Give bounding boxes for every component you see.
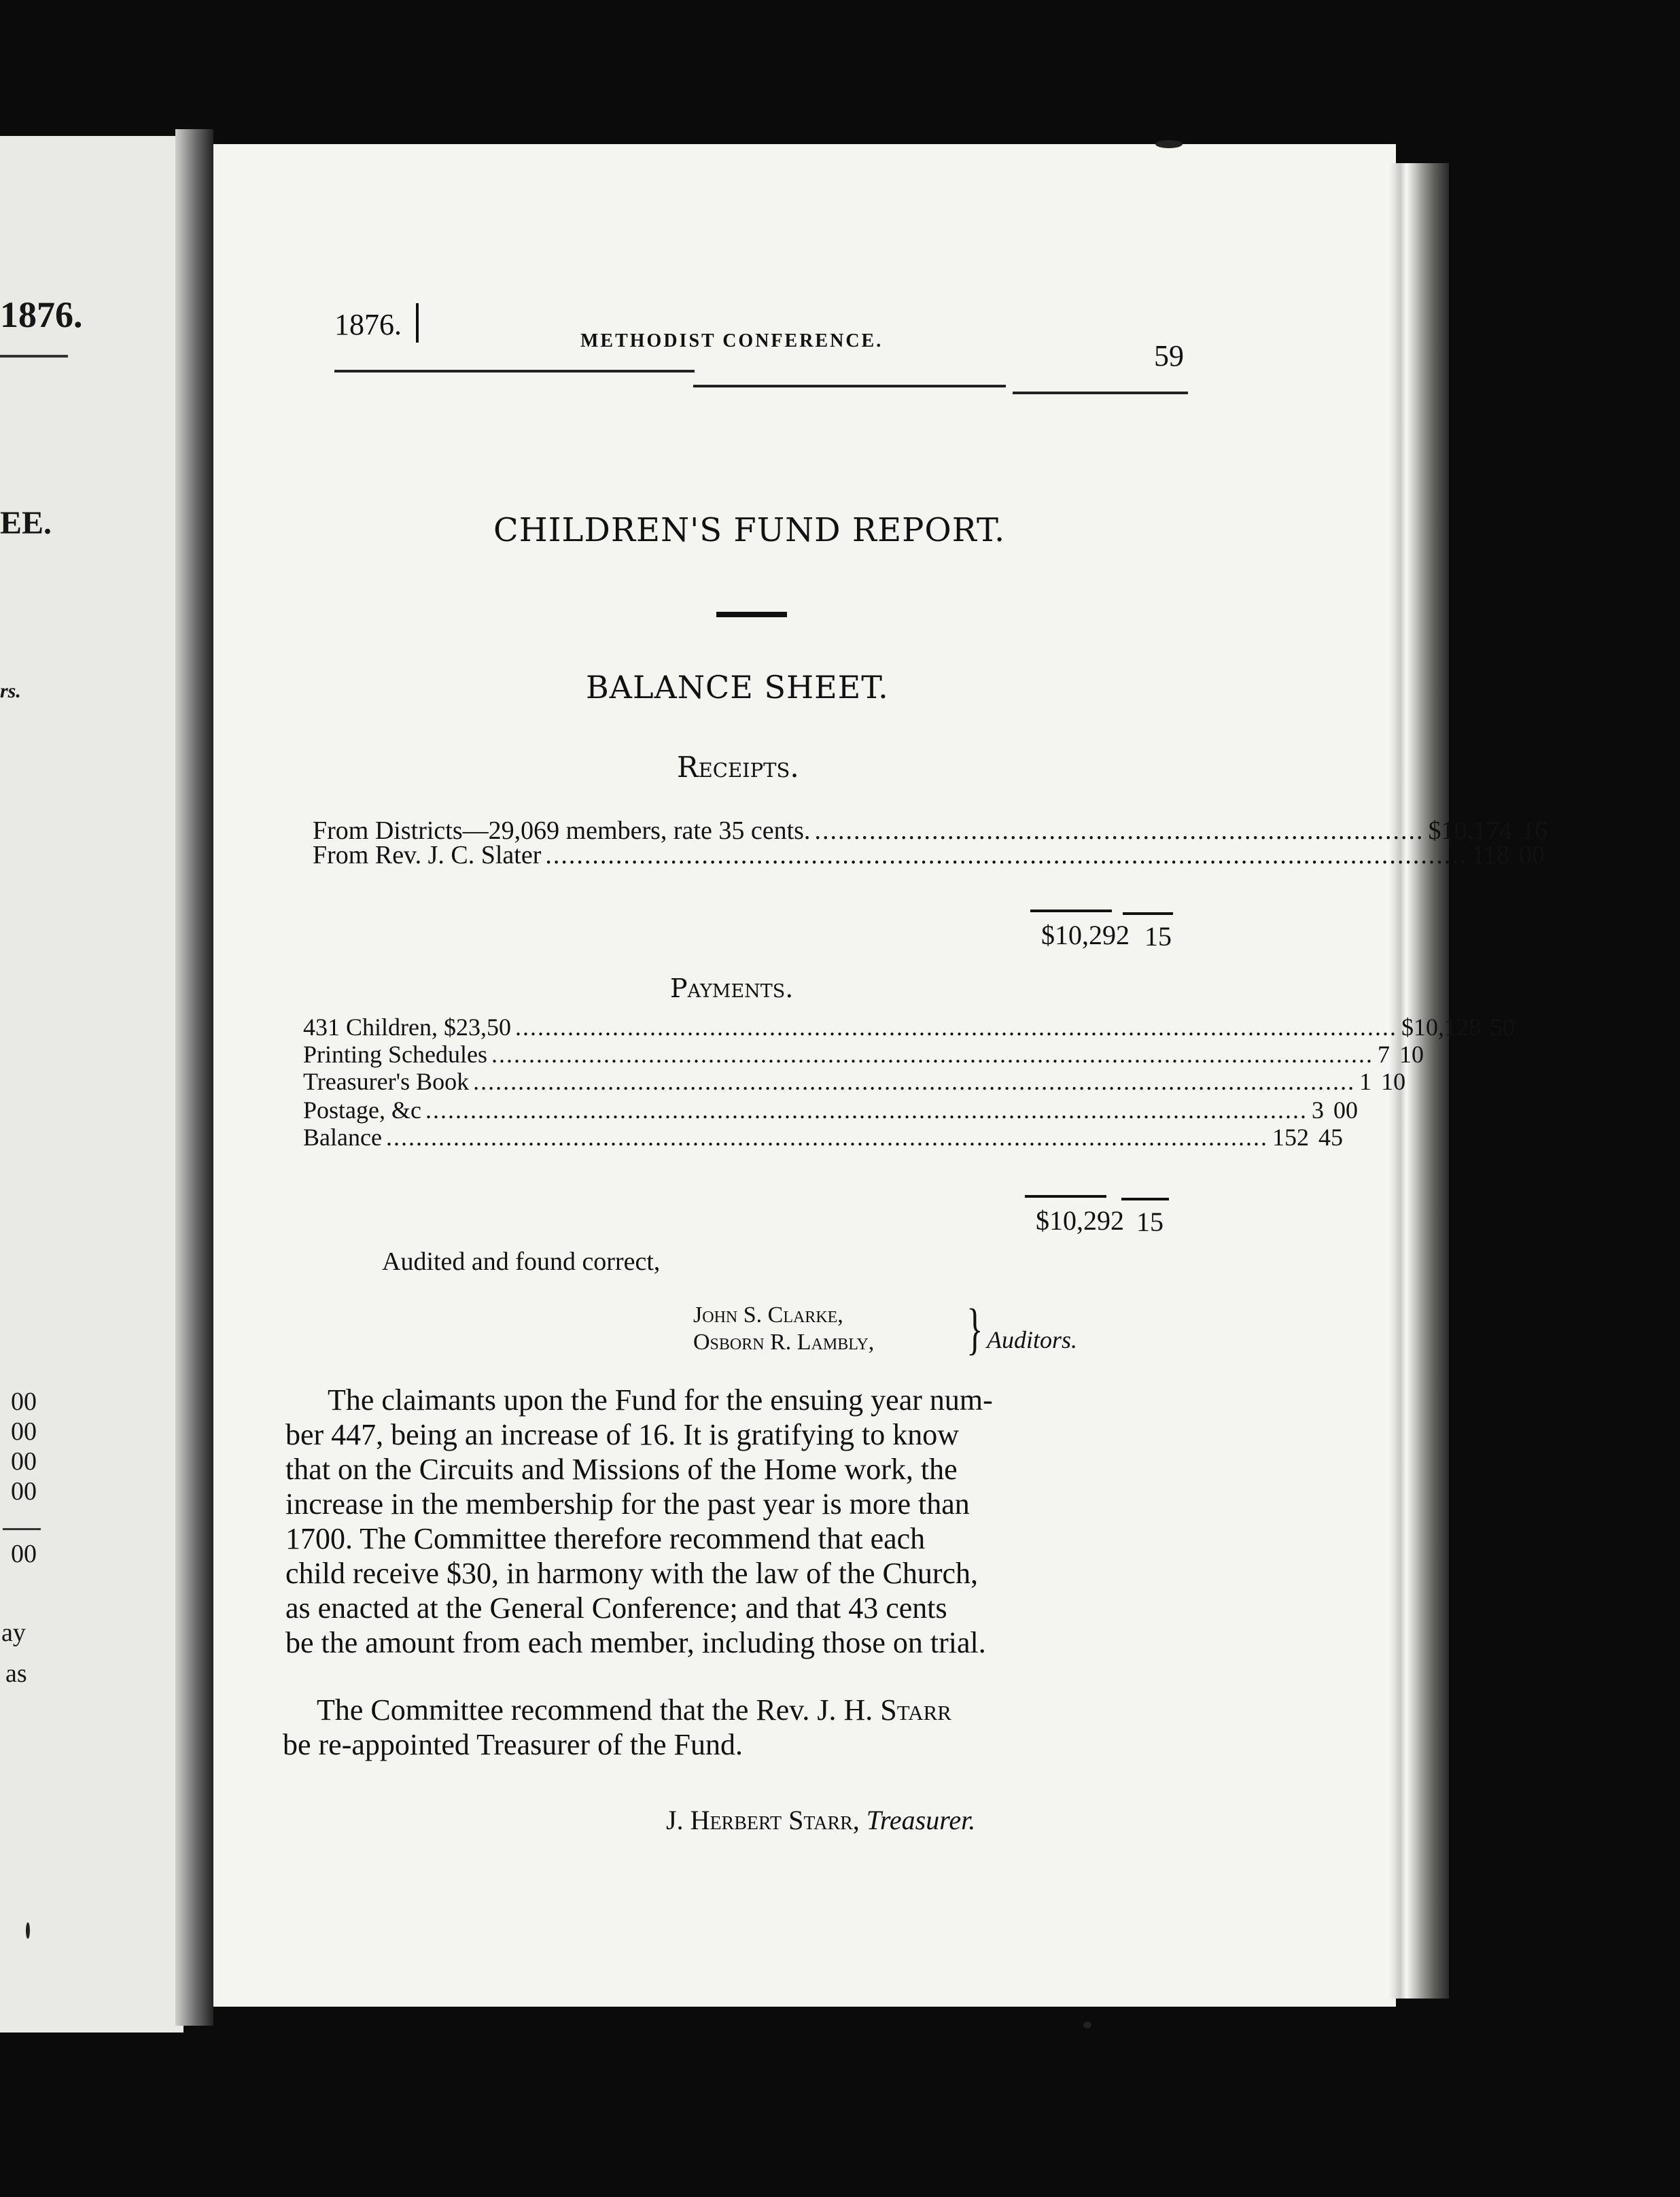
header-rule bbox=[1013, 392, 1188, 394]
left-page-total: 00 bbox=[11, 1540, 37, 1568]
dot-leader: ...................................................................................................................... bbox=[514, 1014, 1397, 1041]
sum-rule bbox=[1123, 912, 1173, 915]
payment-line bbox=[303, 1123, 1343, 1152]
auditor-name: Osborn R. Lambly, bbox=[693, 1330, 875, 1355]
payment-cents: 50 bbox=[1490, 1014, 1515, 1041]
header-rule bbox=[334, 370, 695, 373]
payment-cents: 10 bbox=[1381, 1068, 1406, 1095]
receipt-dollars: 118 bbox=[1471, 841, 1509, 869]
left-page-year: 1876. bbox=[0, 294, 83, 335]
treasurer-surname: Starr bbox=[880, 1693, 951, 1727]
payments-total-dollars: $10,292 bbox=[1036, 1205, 1124, 1236]
left-amount: 00 bbox=[11, 1387, 37, 1416]
payment-line bbox=[303, 1013, 1515, 1041]
header-rule bbox=[693, 385, 1006, 387]
treasurer-paragraph bbox=[283, 1693, 1162, 1762]
payments-heading: Payments. bbox=[670, 973, 794, 1003]
scan-speck bbox=[26, 1922, 30, 1939]
paragraph-line: The claimants upon the Fund for the ensuing year num- bbox=[328, 1383, 993, 1417]
brace-glyph: } bbox=[966, 1298, 983, 1361]
dot-leader: .............................................................................. bbox=[814, 816, 1424, 845]
left-amount: 00 bbox=[11, 1417, 37, 1446]
paragraph-line: as enacted at the General Conference; and that 43 cents bbox=[285, 1591, 947, 1625]
receipt-cents: 00 bbox=[1518, 841, 1545, 869]
receipt-description: From Districts—29,069 members, rate 35 cents. bbox=[313, 816, 811, 845]
dot-leader: ...................................................................................................................... bbox=[385, 1124, 1268, 1151]
payment-dollars: 3 bbox=[1311, 1096, 1324, 1124]
payment-line bbox=[303, 1040, 1424, 1069]
paragraph-line: increase in the membership for the past year is more than bbox=[285, 1487, 970, 1521]
sum-rule bbox=[1030, 910, 1112, 912]
running-header-title: METHODIST CONFERENCE. bbox=[580, 330, 883, 351]
dot-leader: ...................................................................................................................... bbox=[491, 1041, 1373, 1068]
payment-cents: 00 bbox=[1333, 1096, 1358, 1124]
receipt-dollars: $10,174 bbox=[1428, 816, 1512, 845]
payment-cents: 10 bbox=[1399, 1041, 1424, 1068]
payment-dollars: 1 bbox=[1359, 1068, 1372, 1095]
dot-leader: ...................................................................................................................... bbox=[545, 841, 1468, 869]
auditor-name: John S. Clarke, bbox=[693, 1302, 843, 1328]
book-gutter bbox=[175, 129, 213, 2026]
scan-speck bbox=[1083, 2022, 1091, 2028]
left-page-rule bbox=[0, 355, 68, 358]
receipt-description: From Rev. J. C. Slater bbox=[313, 841, 542, 869]
payment-line bbox=[303, 1096, 1358, 1124]
paragraph-line: 1700. The Committee therefore recommend that each bbox=[285, 1522, 926, 1555]
sum-rule bbox=[1121, 1198, 1169, 1200]
receipt-cents: 16 bbox=[1521, 816, 1547, 845]
signature-name: J. Herbert Starr, bbox=[666, 1805, 860, 1835]
payment-description: Treasurer's Book bbox=[303, 1068, 470, 1095]
left-amount: 00 bbox=[11, 1477, 37, 1506]
payment-dollars: 152 bbox=[1272, 1124, 1309, 1151]
previous-page bbox=[0, 136, 183, 2032]
signature-title: Treasurer. bbox=[866, 1805, 976, 1835]
paragraph-line: ber 447, being an increase of 16. It is gratifying to know bbox=[285, 1418, 959, 1451]
left-page-word-fragment: ay bbox=[1, 1619, 26, 1647]
sum-rule bbox=[1025, 1195, 1106, 1198]
scan-speck bbox=[1155, 140, 1183, 148]
receipts-heading: Receipts. bbox=[677, 750, 799, 784]
payment-description: 431 Children, $23,50 bbox=[303, 1014, 511, 1041]
payment-dollars: 7 bbox=[1377, 1041, 1390, 1068]
left-page-word-fragment: as bbox=[5, 1659, 27, 1688]
paragraph-line: be re-appointed Treasurer of the Fund. bbox=[283, 1728, 743, 1761]
payment-dollars: $10,128 bbox=[1401, 1014, 1481, 1041]
left-sum-rule bbox=[3, 1528, 41, 1530]
receipt-line bbox=[313, 840, 1545, 870]
paragraph-line: be the amount from each member, including those on trial. bbox=[285, 1626, 986, 1659]
balance-sheet-title: BALANCE SHEET. bbox=[586, 669, 889, 706]
payment-description: Printing Schedules bbox=[303, 1041, 487, 1068]
payment-description: Balance bbox=[303, 1124, 382, 1151]
paragraph-line bbox=[283, 1693, 1162, 1727]
auditors-label: Auditors. bbox=[987, 1326, 1078, 1353]
left-page-heading-fragment: EE. bbox=[0, 505, 52, 541]
audit-statement: Audited and found correct, bbox=[382, 1247, 661, 1276]
left-amount: 00 bbox=[11, 1447, 37, 1476]
recommendation-paragraph bbox=[285, 1383, 1162, 1660]
left-page-amounts bbox=[11, 1387, 37, 1506]
left-page-subheading-fragment: rs. bbox=[0, 680, 21, 702]
payment-cents: 45 bbox=[1318, 1124, 1343, 1151]
treasurer-signature bbox=[666, 1804, 975, 1836]
paragraph-line: that on the Circuits and Missions of the Home work, the bbox=[285, 1453, 958, 1486]
header-year: 1876. bbox=[334, 308, 402, 341]
dot-leader: ...................................................................................................................... bbox=[473, 1068, 1356, 1095]
dot-leader: ...................................................................................................................... bbox=[425, 1096, 1308, 1124]
receipts-total-dollars: $10,292 bbox=[1041, 920, 1130, 950]
payment-description: Postage, &c bbox=[303, 1096, 421, 1124]
title-divider bbox=[716, 612, 787, 617]
payment-line bbox=[303, 1067, 1406, 1096]
paragraph-line: child receive $30, in harmony with the law of the Church, bbox=[285, 1557, 979, 1590]
header-bracket bbox=[416, 303, 419, 343]
report-title: CHILDREN'S FUND REPORT. bbox=[493, 511, 1006, 549]
page-number: 59 bbox=[1154, 339, 1184, 373]
paragraph-text: The Committee recommend that the Rev. J. H. bbox=[317, 1693, 873, 1727]
payments-total-cents: 15 bbox=[1136, 1207, 1163, 1237]
receipts-total-cents: 15 bbox=[1144, 921, 1172, 952]
